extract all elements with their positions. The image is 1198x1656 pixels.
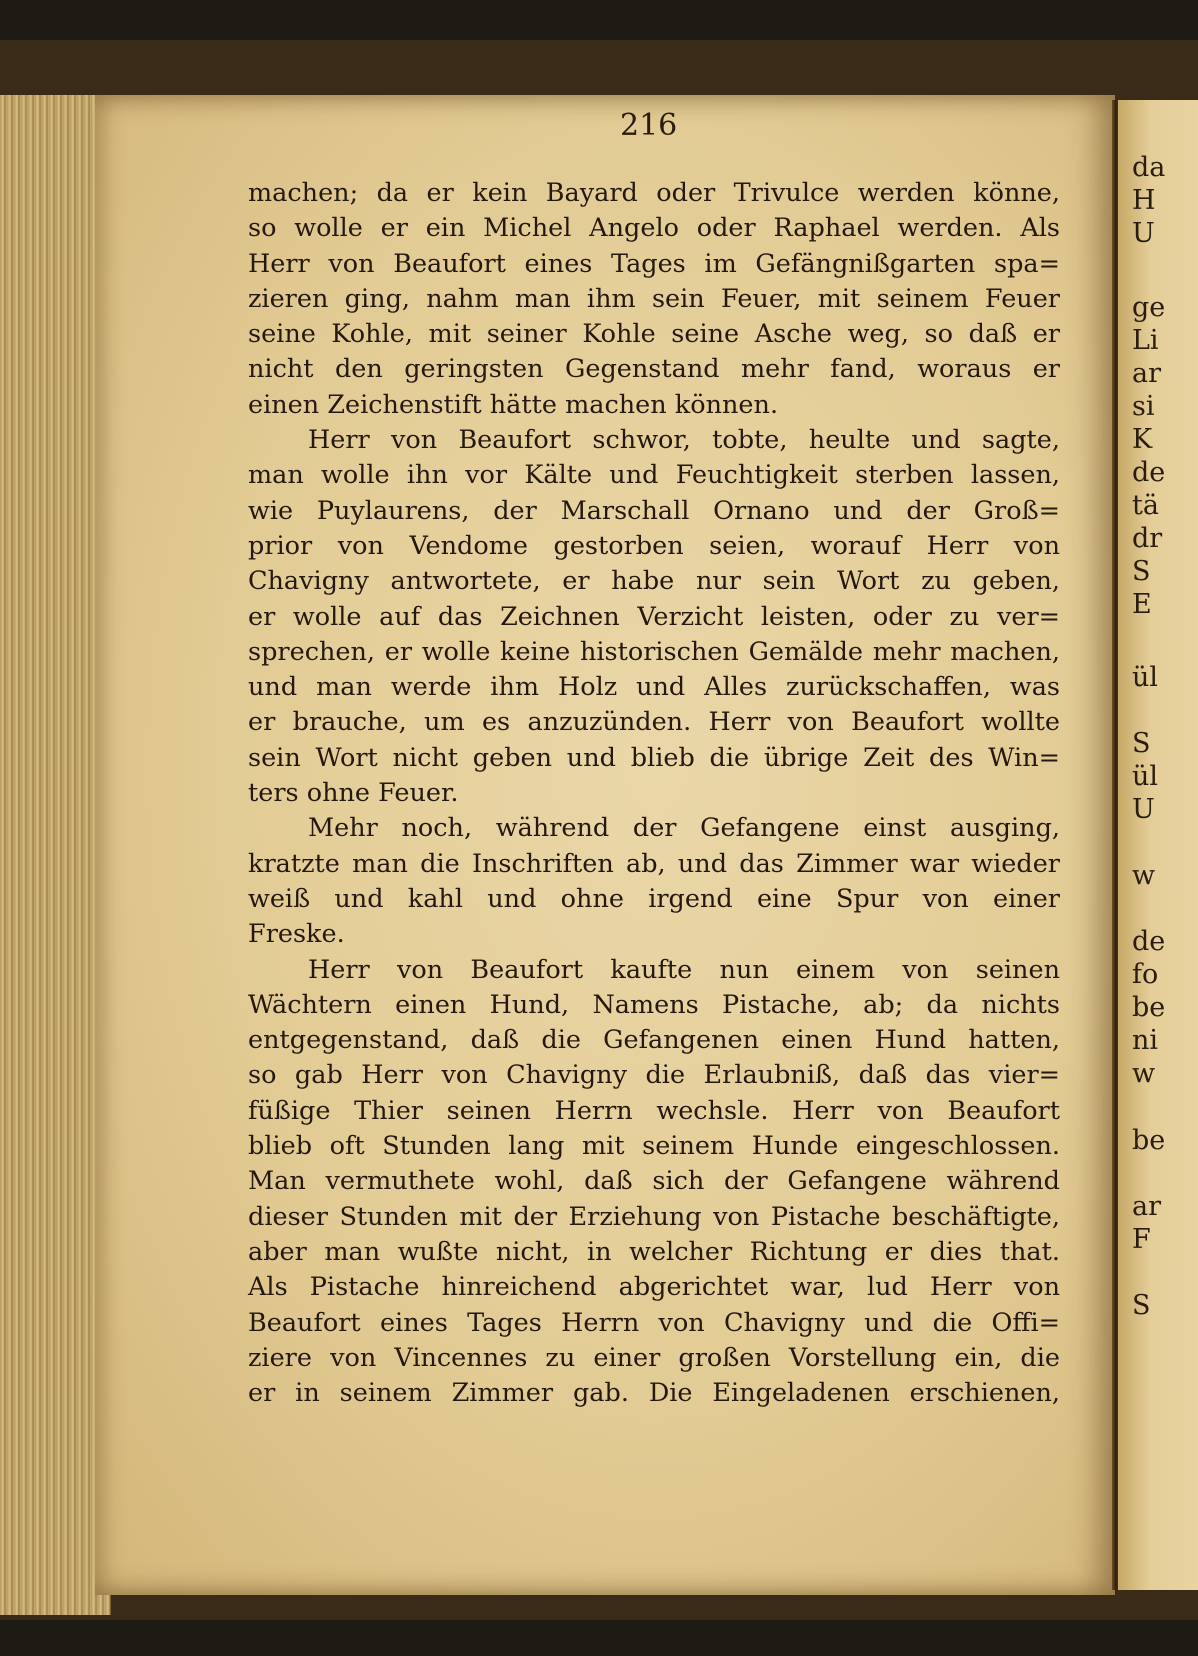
- text-line: er brauche, um es anzuzünden. Herr von Beaufort wollte: [248, 707, 1060, 738]
- right-page-fragment: U: [1132, 218, 1155, 249]
- text-line: Man vermuthete wohl, daß sich der Gefangene während: [248, 1166, 1060, 1197]
- right-page-fragment: be: [1132, 992, 1166, 1023]
- text-line: weiß und kahl und ohne irgend eine Spur von einer: [248, 883, 1060, 914]
- right-page-fragment: F: [1132, 1224, 1151, 1255]
- text-line: Herr von Beaufort kaufte nun einem von seinen: [308, 954, 1060, 985]
- right-page-fragment: ar: [1132, 1191, 1162, 1222]
- right-page-fragment: ar: [1132, 358, 1162, 389]
- page-text: [248, 176, 1060, 1411]
- right-page-fragment: S: [1132, 1290, 1151, 1321]
- right-page-fragment: S: [1132, 556, 1151, 587]
- text-line: und man werde ihm Holz und Alles zurückschaffen, was: [248, 672, 1060, 703]
- page-number: 216: [620, 108, 678, 143]
- text-line: kratzte man die Inschriften ab, und das Zimmer war wieder: [248, 848, 1060, 879]
- text-line: Beaufort eines Tages Herrn von Chavigny und die Offi=: [248, 1307, 1060, 1338]
- text-line: Wächtern einen Hund, Namens Pistache, ab; da nichts: [248, 989, 1060, 1020]
- text-line: sein Wort nicht geben und blieb die übrige Zeit des Win=: [248, 742, 1060, 773]
- right-page-fragment: ül: [1132, 761, 1159, 792]
- text-line: Mehr noch, während der Gefangene einst ausging,: [308, 813, 1060, 844]
- text-line: so wolle er ein Michel Angelo oder Raphael werden. Als: [248, 213, 1060, 244]
- right-page-fragment: w: [1132, 860, 1156, 891]
- text-line: Herr von Beaufort schwor, tobte, heulte und sagte,: [308, 425, 1060, 456]
- text-line: füßige Thier seinen Herrn wechsle. Herr von Beaufort: [248, 1095, 1060, 1126]
- text-line: ziere von Vincennes zu einer großen Vorstellung ein, die: [248, 1342, 1060, 1373]
- right-page: [1118, 100, 1198, 1590]
- text-line: prior von Vendome gestorben seien, worauf Herr von: [248, 530, 1060, 561]
- text-line: machen; da er kein Bayard oder Trivulce werden könne,: [248, 178, 1060, 208]
- right-page-fragment: U: [1132, 794, 1155, 825]
- right-page-fragment: E: [1132, 589, 1152, 620]
- text-line: er in seinem Zimmer gab. Die Eingeladenen erschienen,: [248, 1378, 1060, 1409]
- right-page-fragment: dr: [1132, 523, 1163, 554]
- right-page-fragment: tä: [1132, 490, 1159, 521]
- text-line: Freske.: [248, 919, 345, 950]
- text-line: nicht den geringsten Gegenstand mehr fand, woraus er: [248, 354, 1060, 385]
- text-line: er wolle auf das Zeichnen Verzicht leisten, oder zu ver=: [248, 601, 1060, 632]
- text-line: Herr von Beaufort eines Tages im Gefängnißgarten spa=: [248, 248, 1060, 279]
- right-page-fragment: ni: [1132, 1025, 1159, 1056]
- text-line: sprechen, er wolle keine historischen Gemälde mehr machen,: [248, 636, 1060, 667]
- right-page-fragment: w: [1132, 1058, 1156, 1089]
- right-page-fragment: de: [1132, 457, 1166, 488]
- right-page-fragment: be: [1132, 1125, 1166, 1156]
- right-page-fragment: ül: [1132, 662, 1159, 693]
- right-page-fragment: da: [1132, 152, 1166, 183]
- right-page-fragment: Li: [1132, 325, 1159, 356]
- right-page-fragment: K: [1132, 424, 1153, 455]
- text-line: ters ohne Feuer.: [248, 778, 459, 809]
- right-page-fragment: de: [1132, 926, 1166, 957]
- right-page-fragment: H: [1132, 185, 1156, 216]
- text-line: wie Puylaurens, der Marschall Ornano und der Groß=: [248, 495, 1060, 526]
- text-line: so gab Herr von Chavigny die Erlaubniß, daß das vier=: [248, 1060, 1060, 1091]
- text-line: einen Zeichenstift hätte machen können.: [248, 389, 779, 420]
- text-line: Als Pistache hinreichend abgerichtet war, lud Herr von: [248, 1272, 1060, 1303]
- text-line: seine Kohle, mit seiner Kohle seine Asche weg, so daß er: [248, 319, 1060, 350]
- text-line: man wolle ihn vor Kälte und Feuchtigkeit sterben lassen,: [248, 460, 1060, 491]
- text-line: blieb oft Stunden lang mit seinem Hunde eingeschlossen.: [248, 1131, 1060, 1162]
- text-line: dieser Stunden mit der Erziehung von Pistache beschäftigte,: [248, 1201, 1060, 1232]
- text-line: entgegenstand, daß die Gefangenen einen Hund hatten,: [248, 1025, 1060, 1056]
- right-page-fragment: S: [1132, 728, 1151, 759]
- right-page-fragment: si: [1132, 391, 1155, 422]
- right-page-fragment: ge: [1132, 292, 1166, 323]
- text-line: aber man wußte nicht, in welcher Richtung er dies that.: [248, 1236, 1060, 1267]
- text-line: Chavigny antwortete, er habe nur sein Wort zu geben,: [248, 566, 1060, 597]
- right-page-fragment: fo: [1132, 959, 1159, 990]
- text-line: zieren ging, nahm man ihm sein Feuer, mit seinem Feuer: [248, 283, 1060, 314]
